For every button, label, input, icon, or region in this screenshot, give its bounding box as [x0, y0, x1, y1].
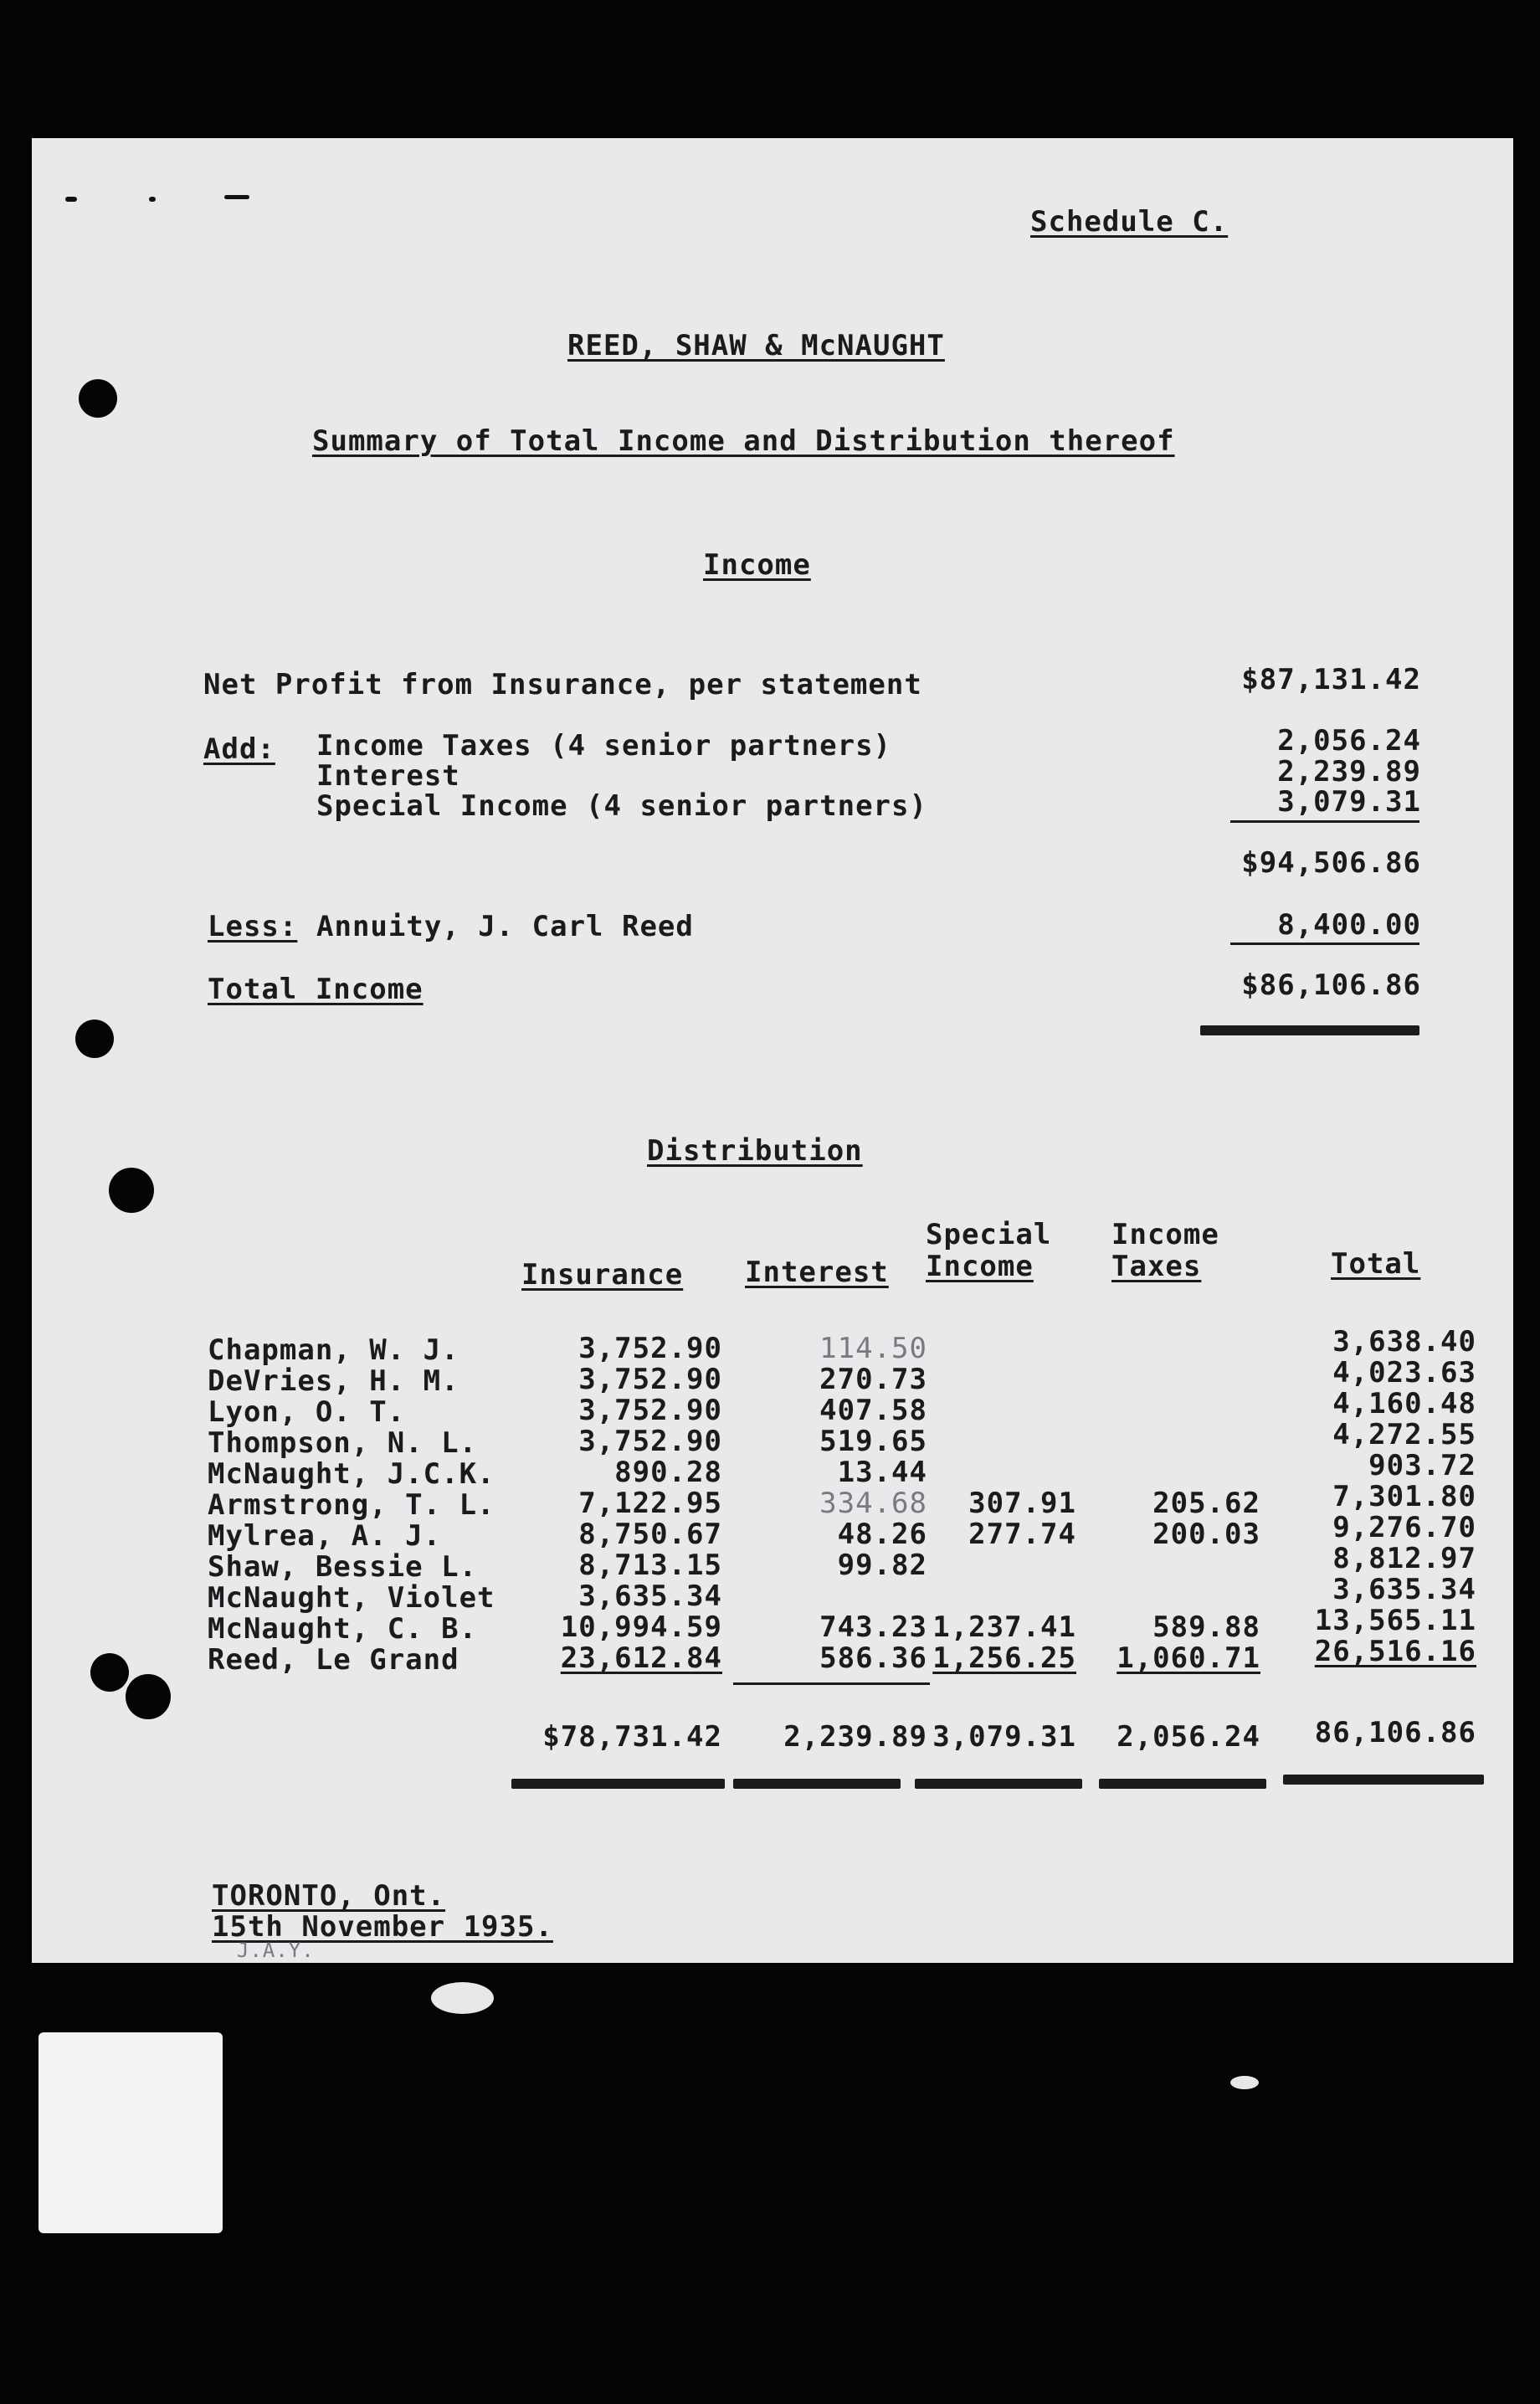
total-total: 86,106.86 [1314, 1716, 1476, 1749]
row-name: Reed, Le Grand [208, 1643, 459, 1677]
row-special: 277.74 [968, 1518, 1076, 1551]
row-insurance: 890.28 [614, 1456, 722, 1489]
net-profit-label: Net Profit from Insurance, per statement [203, 668, 922, 701]
row-name: Thompson, N. L. [208, 1426, 478, 1460]
row-total: 4,023.63 [1332, 1356, 1476, 1389]
column-header-special: Income [926, 1250, 1034, 1283]
double-rule [733, 1779, 901, 1789]
row-interest: 334.68 [819, 1487, 927, 1520]
row-insurance: 3,752.90 [578, 1425, 722, 1458]
column-header-interest: Interest [745, 1256, 889, 1289]
less-item-value: 8,400.00 [1277, 908, 1421, 942]
add-item-label: Income Taxes (4 senior partners) [316, 729, 892, 763]
total-income-double-rule [1200, 1025, 1419, 1035]
row-name: McNaught, C. B. [208, 1612, 478, 1646]
row-insurance: 3,752.90 [578, 1394, 722, 1427]
row-interest: 743.23 [819, 1610, 927, 1644]
row-total: 8,812.97 [1332, 1542, 1476, 1575]
row-name: McNaught, Violet [208, 1581, 495, 1615]
column-header-insurance: Insurance [521, 1258, 684, 1292]
row-taxes: 589.88 [1152, 1610, 1260, 1644]
double-rule [511, 1779, 725, 1789]
less-label: Less: [208, 910, 298, 943]
row-insurance: 23,612.84 [560, 1641, 722, 1675]
row-taxes: 1,060.71 [1116, 1641, 1260, 1675]
double-rule [1099, 1779, 1266, 1789]
row-interest: 13.44 [837, 1456, 927, 1489]
total-income-value: $86,106.86 [1241, 968, 1421, 1002]
row-total: 3,635.34 [1332, 1573, 1476, 1606]
row-total: 26,516.16 [1314, 1635, 1476, 1668]
row-taxes: 200.03 [1152, 1518, 1260, 1551]
total-interest: 2,239.89 [783, 1720, 927, 1754]
row-total: 7,301.80 [1332, 1480, 1476, 1513]
punch-hole [126, 1674, 171, 1719]
row-total: 9,276.70 [1332, 1511, 1476, 1544]
row-interest: 114.50 [819, 1332, 927, 1365]
income-heading: Income [703, 548, 811, 582]
row-interest: 519.65 [819, 1425, 927, 1458]
row-name: Mylrea, A. J. [208, 1519, 442, 1553]
double-rule [915, 1779, 1082, 1789]
row-special: 1,237.41 [932, 1610, 1076, 1644]
row-interest: 270.73 [819, 1363, 927, 1396]
ink-mark [65, 197, 77, 202]
footer-initials: J.A.Y. [237, 1939, 315, 1962]
paper-fragment [431, 1982, 494, 2014]
column-header-total: Total [1331, 1247, 1421, 1281]
column-header-special: Special [926, 1218, 1052, 1251]
punch-hole [75, 1020, 114, 1058]
punch-hole [90, 1653, 129, 1692]
column-header-taxes: Taxes [1111, 1250, 1202, 1283]
row-special: 1,256.25 [932, 1641, 1076, 1675]
row-special: 307.91 [968, 1487, 1076, 1520]
footer-date: 15th November 1935. [212, 1910, 553, 1944]
net-profit-value: $87,131.42 [1241, 663, 1421, 696]
row-taxes: 205.62 [1152, 1487, 1260, 1520]
row-insurance: 10,994.59 [560, 1610, 722, 1644]
total-taxes: 2,056.24 [1116, 1720, 1260, 1754]
row-interest: 48.26 [837, 1518, 927, 1551]
less-item-label: Annuity, J. Carl Reed [316, 910, 694, 943]
table-row [32, 1635, 1513, 1677]
row-name: Chapman, W. J. [208, 1333, 459, 1367]
row-interest: 586.36 [819, 1641, 927, 1675]
schedule-label: Schedule C. [1030, 205, 1229, 239]
ink-mark [224, 195, 249, 199]
double-rule [1283, 1775, 1484, 1785]
punch-hole [79, 379, 117, 418]
row-total: 903.72 [1368, 1449, 1476, 1482]
income-subtotal: $94,506.86 [1241, 846, 1421, 880]
add-item-label: Interest [316, 759, 460, 793]
add-item-value: 2,056.24 [1277, 724, 1421, 758]
row-insurance: 8,713.15 [578, 1549, 722, 1582]
ink-mark [149, 197, 156, 202]
row-insurance: 3,635.34 [578, 1580, 722, 1613]
row-name: Lyon, O. T. [208, 1395, 406, 1429]
row-interest: 99.82 [837, 1549, 927, 1582]
punch-hole [109, 1168, 154, 1213]
row-name: McNaught, J.C.K. [208, 1457, 495, 1491]
row-name: Shaw, Bessie L. [208, 1550, 478, 1584]
paper-stub [38, 2032, 223, 2233]
document-page [32, 138, 1513, 1963]
distribution-heading: Distribution [647, 1134, 863, 1168]
add-item-value: 3,079.31 [1277, 785, 1421, 819]
row-total: 3,638.40 [1332, 1325, 1476, 1359]
total-insurance: $78,731.42 [542, 1720, 722, 1754]
footer-city: TORONTO, Ont. [212, 1879, 446, 1913]
add-item-label: Special Income (4 senior partners) [316, 789, 927, 823]
row-name: Armstrong, T. L. [208, 1488, 495, 1522]
total-special: 3,079.31 [932, 1720, 1076, 1754]
row-insurance: 3,752.90 [578, 1332, 722, 1365]
interest-column-rule [733, 1682, 930, 1685]
total-income-label: Total Income [208, 973, 424, 1006]
row-interest: 407.58 [819, 1394, 927, 1427]
row-insurance: 3,752.90 [578, 1363, 722, 1396]
document-subtitle: Summary of Total Income and Distribution thereof [312, 424, 1175, 458]
add-subtotal-rule [1230, 820, 1419, 823]
column-header-taxes: Income [1111, 1218, 1219, 1251]
less-rule [1230, 943, 1419, 945]
row-total: 13,565.11 [1314, 1604, 1476, 1637]
row-insurance: 8,750.67 [578, 1518, 722, 1551]
row-total: 4,272.55 [1332, 1418, 1476, 1451]
row-name: DeVries, H. M. [208, 1364, 459, 1398]
add-label: Add: [203, 732, 275, 766]
row-total: 4,160.48 [1332, 1387, 1476, 1420]
paper-fragment [1230, 2076, 1259, 2089]
row-insurance: 7,122.95 [578, 1487, 722, 1520]
firm-name: REED, SHAW & McNAUGHT [567, 329, 945, 362]
add-item-value: 2,239.89 [1277, 755, 1421, 788]
